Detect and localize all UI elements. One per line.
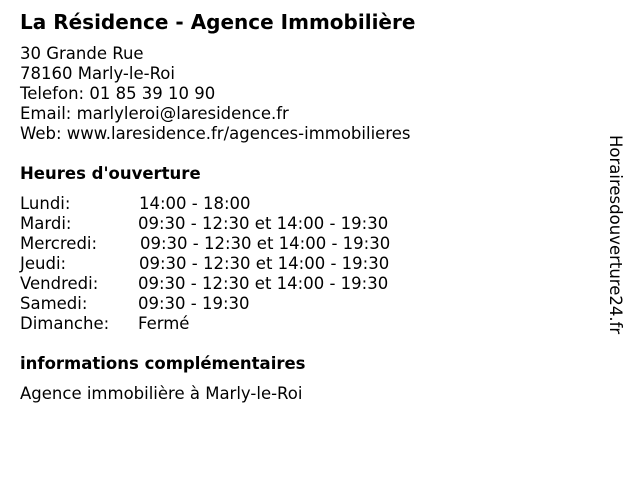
contact-block — [20, 44, 410, 144]
phone-number: Telefon: 01 85 39 10 90 — [20, 84, 216, 103]
email-address: Email: marlyleroi@laresidence.fr — [20, 104, 289, 123]
time-value: 09:30 - 12:30 et 14:00 - 19:30 — [138, 214, 389, 233]
time-value: 09:30 - 12:30 et 14:00 - 19:30 — [140, 234, 391, 253]
info-heading: informations complémentaires — [20, 354, 306, 373]
time-value: 09:30 - 12:30 et 14:00 - 19:30 — [138, 274, 389, 293]
day-label: Dimanche: — [20, 314, 110, 333]
day-label: Vendredi: — [20, 274, 99, 293]
time-value: Fermé — [138, 314, 190, 333]
city-address: 78160 Marly-le-Roi — [20, 64, 175, 83]
day-label: Lundi: — [20, 194, 71, 213]
day-label: Mercredi: — [20, 234, 98, 253]
day-label: Mardi: — [20, 214, 72, 233]
time-value: 09:30 - 19:30 — [138, 294, 250, 313]
time-value: 14:00 - 18:00 — [139, 194, 251, 213]
day-label: Jeudi: — [20, 254, 67, 273]
website-url: Web: www.laresidence.fr/agences-immobilieres — [20, 124, 411, 143]
street-address: 30 Grande Rue — [20, 44, 144, 63]
time-value: 09:30 - 12:30 et 14:00 - 19:30 — [139, 254, 390, 273]
info-text: Agence immobilière à Marly-le-Roi — [20, 384, 303, 403]
site-watermark: Horairesdouverture24.fr — [606, 135, 625, 335]
hours-heading: Heures d'ouverture — [20, 164, 201, 183]
day-label: Samedi: — [20, 294, 88, 313]
page-title: La Résidence - Agence Immobilière — [20, 10, 416, 34]
